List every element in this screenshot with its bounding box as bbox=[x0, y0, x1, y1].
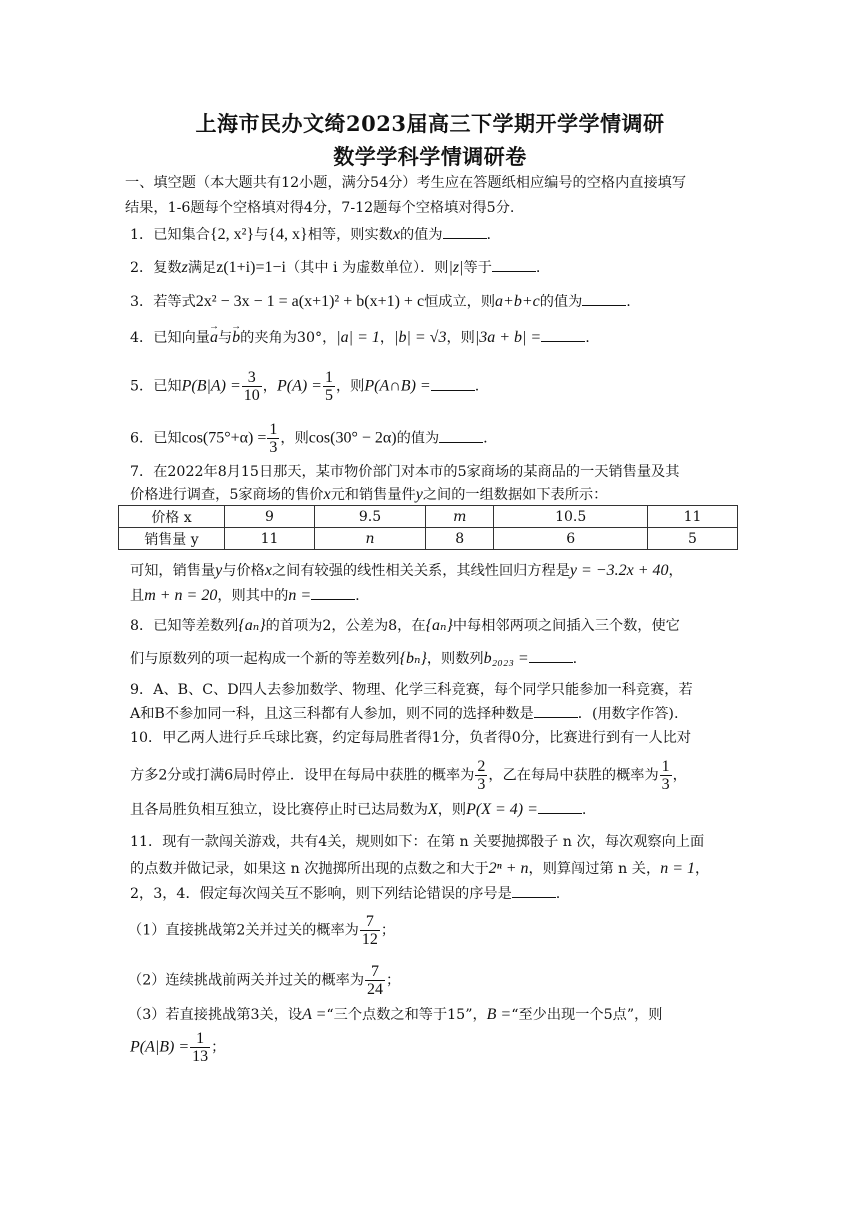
question-1: 1．已知集合{2, x²}与{4, x}相等，则实数x的值为 . bbox=[130, 226, 492, 243]
question-11-line-c: 2，3，4．假定每次闯关互不影响，则下列结论错误的序号是 . bbox=[130, 886, 561, 902]
set-expression: {2, x²} bbox=[209, 226, 255, 243]
section-heading-a: 一、填空题（本大题共有12小题，满分54分）考生应在答题纸相应编号的空格内直接填写 bbox=[125, 175, 687, 191]
answer-blank[interactable] bbox=[541, 329, 585, 342]
set-expression: {4, x} bbox=[268, 226, 308, 243]
option-2: （2）连续挑战前两关并过关的概率为 $\frac{7}{24}$ ； bbox=[128, 963, 401, 998]
question-10-line-c: 且各局胜负相互独立，设比赛停止时已达局数为X，则P(X = 4) = . bbox=[130, 801, 587, 818]
question-6: 6．已知cos(75°+α) = $\frac{1}{3}$ ，则cos(30° − 2α)的值为 . bbox=[130, 421, 488, 456]
equation: 2x² − 3x − 1 = a(x+1)² + b(x+1) + c bbox=[195, 293, 425, 310]
answer-blank[interactable] bbox=[538, 801, 582, 814]
answer-blank[interactable] bbox=[443, 226, 487, 239]
fraction: $\frac{1}{3}$ bbox=[269, 421, 278, 456]
answer-blank[interactable] bbox=[512, 885, 556, 898]
section-heading-b: 结果，1-6题每个空格填对得4分，7-12题每个空格填对得5分. bbox=[125, 200, 515, 216]
regression-equation: y = −3.2x + 40 bbox=[569, 562, 669, 579]
option-1: （1）直接挑战第2关并过关的概率为 $\frac{7}{12}$ ； bbox=[128, 913, 396, 948]
option-3-line-a: （3）若直接挑战第3关，设A =“三个点数之和等于15”，B =“至少出现一个5点”，则 bbox=[128, 1006, 663, 1023]
answer-blank[interactable] bbox=[431, 378, 475, 391]
question-2: 2．复数z满足z(1+i)=1−i（其中 i 为虚数单位）．则|z|等于 . bbox=[130, 259, 541, 276]
fraction: $\frac{7}{24}$ bbox=[367, 963, 384, 998]
question-9-line-b: A和B不参加同一科，且这三科都有人参加，则不同的选择种数是 ．(用数字作答). bbox=[130, 706, 679, 722]
equation: z(1+i)=1−i bbox=[216, 259, 286, 276]
answer-blank[interactable] bbox=[534, 705, 578, 718]
exam-title-line2: 数学学科学情调研卷 bbox=[333, 144, 527, 169]
fraction: $\frac{3}{10}$ bbox=[243, 369, 260, 404]
question-4: 4．已知向量→ a与→ b的夹角为30°，|a| = 1，|b| = √3，则|3a + b| = . bbox=[130, 329, 740, 347]
table-row: 销售量 y 11 n 8 6 5 bbox=[119, 528, 738, 550]
vector-b: → b bbox=[232, 329, 240, 347]
option-3-line-b: P(A|B) = $\frac{1}{13}$ ； bbox=[130, 1030, 226, 1065]
question-8-line-a: 8．已知等差数列{aₙ}的首项为2，公差为8，在{aₙ}中每相邻两项之间插入三个数，使它 bbox=[130, 617, 680, 634]
question-7-line-d: 且m + n = 20，则其中的n = . bbox=[130, 587, 360, 604]
table-row: 价格 x 9 9.5 m 10.5 11 bbox=[119, 506, 738, 528]
question-8-line-b: 们与原数列的项一起构成一个新的等差数列{bₙ}，则数列b₂₀₂₃ = . bbox=[130, 650, 578, 667]
fraction: $\frac{1}{3}$ bbox=[661, 758, 670, 793]
exam-title-line1: 上海市民办文绮2023届高三下学期开学学情调研 bbox=[195, 111, 665, 136]
fraction: $\frac{1}{5}$ bbox=[324, 369, 333, 404]
answer-blank[interactable] bbox=[582, 293, 626, 306]
answer-blank[interactable] bbox=[492, 259, 536, 272]
question-11-line-a: 11．现有一款闯关游戏，共有4关，规则如下：在第 n 关要抛掷骰子 n 次，每次观察向上面 bbox=[130, 834, 705, 850]
question-7-line-c: 可知，销售量y与价格x之间有较强的线性相关关系，其线性回归方程是y = −3.2x + 40， bbox=[130, 562, 683, 579]
fraction: $\frac{2}{3}$ bbox=[477, 758, 486, 793]
fraction: $\frac{7}{12}$ bbox=[361, 913, 378, 948]
question-7-line-b: 价格进行调查，5家商场的售价x元和销售量件y之间的一组数据如下表所示： bbox=[130, 486, 608, 503]
vector-a: → a bbox=[210, 329, 218, 347]
question-10-line-a: 10．甲乙两人进行乒乓球比赛，约定每局胜者得1分，负者得0分，比赛进行到有一人比对 bbox=[130, 730, 692, 746]
answer-blank[interactable] bbox=[529, 650, 573, 663]
question-10-line-b: 方多2分或打满6局时停止．设甲在每局中获胜的概率为 $\frac{2}{3}$ ，乙在每局中获胜的概率为 $\frac{1}{3}$ ， bbox=[130, 758, 687, 793]
question-5: 5．已知P(B|A) = $\frac{3}{10}$ ，P(A) = $\frac{1}{5}$ ，则P(A∩B) = . bbox=[130, 369, 480, 404]
question-7-line-a: 7．在2022年8月15日那天，某市物价部门对本市的5家商场的某商品的一天销售量及其 bbox=[130, 464, 680, 480]
data-table bbox=[118, 505, 738, 550]
answer-blank[interactable] bbox=[311, 587, 355, 600]
question-9-line-a: 9．A、B、C、D四人去参加数学、物理、化学三科竞赛，每个同学只能参加一科竞赛，若 bbox=[130, 682, 693, 698]
question-11-line-b: 的点数并做记录，如果这 n 次抛掷所出现的点数之和大于2ⁿ + n，则算闯过第 n 关，n = 1， bbox=[130, 860, 710, 877]
answer-blank[interactable] bbox=[439, 430, 483, 443]
fraction: $\frac{1}{13}$ bbox=[192, 1030, 209, 1065]
question-3: 3．若等式2x² − 3x − 1 = a(x+1)² + b(x+1) + c恒成立，则a+b+c的值为 . bbox=[130, 293, 631, 310]
